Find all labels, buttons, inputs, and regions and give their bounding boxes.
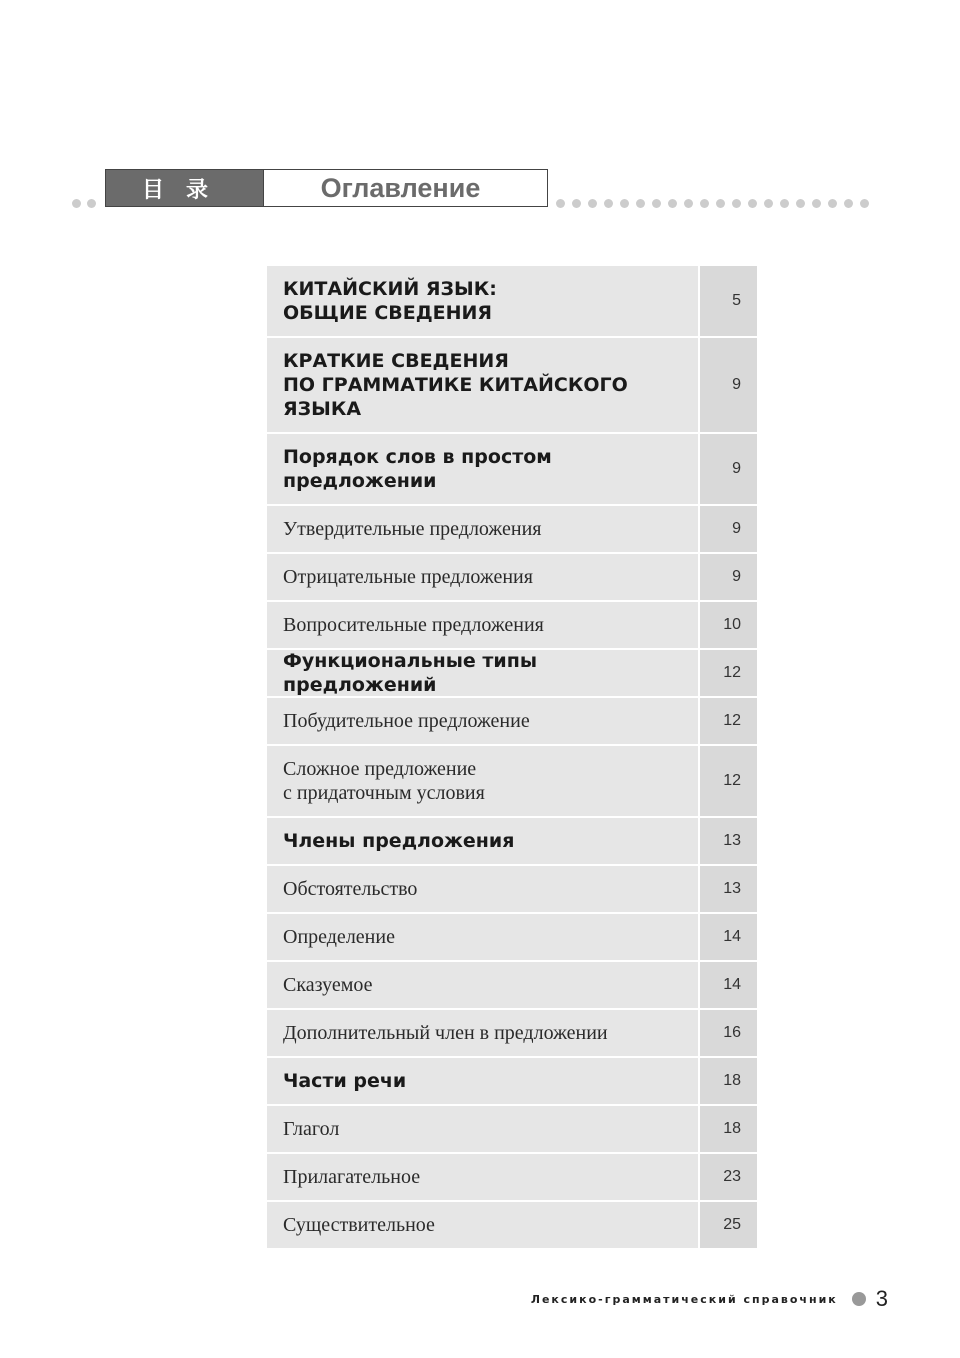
toc-page-number: 14 <box>700 914 757 960</box>
toc-title-line: Сказуемое <box>283 974 373 996</box>
toc-page-number: 18 <box>700 1058 757 1104</box>
decorative-dot <box>620 199 629 208</box>
toc-title-line: Обстоятельство <box>283 878 418 900</box>
toc-page-number: 16 <box>700 1010 757 1056</box>
toc-entry-title <box>267 866 698 912</box>
page-footer <box>531 1286 888 1312</box>
decorative-dot <box>684 199 693 208</box>
toc-entry-title <box>267 914 698 960</box>
toc-page-number: 9 <box>700 338 757 432</box>
decorative-dot <box>588 199 597 208</box>
decorative-dot <box>652 199 661 208</box>
toc-title-line: Существительное <box>283 1214 435 1236</box>
toc-entry-title <box>267 698 698 744</box>
decorative-dot <box>604 199 613 208</box>
toc-page-number: 12 <box>700 650 757 696</box>
table-of-contents <box>267 266 757 1250</box>
toc-title-line: Глагол <box>283 1118 340 1140</box>
toc-title-line: ОБЩИЕ СВЕДЕНИЯ <box>283 302 493 324</box>
decorative-dot <box>796 199 805 208</box>
toc-page-number: 25 <box>700 1202 757 1248</box>
toc-entry[interactable] <box>267 1058 757 1104</box>
toc-title-line: КИТАЙСКИЙ ЯЗЫК: <box>283 278 497 300</box>
toc-title-line: Побудительное предложение <box>283 710 530 732</box>
toc-page-number: 9 <box>700 554 757 600</box>
toc-title-line: Прилагательное <box>283 1166 421 1188</box>
toc-title-line: Отрицательные предложения <box>283 566 533 588</box>
toc-title-line: КРАТКИЕ СВЕДЕНИЯ <box>283 350 509 372</box>
toc-title-line: Определение <box>283 926 395 948</box>
toc-entry[interactable] <box>267 1010 757 1056</box>
decorative-dot <box>572 199 581 208</box>
footer-dot-icon <box>852 1292 866 1306</box>
toc-entry-title <box>267 434 698 504</box>
book-title: Лексико-грамматический справочник <box>530 1292 838 1306</box>
toc-entry[interactable] <box>267 506 757 552</box>
toc-entry-title <box>267 818 698 864</box>
toc-title-line: Части речи <box>283 1070 407 1092</box>
decorative-dot <box>72 199 81 208</box>
toc-entry[interactable] <box>267 266 757 336</box>
toc-entry[interactable] <box>267 338 757 432</box>
toc-title-line: предложении <box>283 470 437 492</box>
toc-page-number: 9 <box>700 506 757 552</box>
toc-entry-title <box>267 602 698 648</box>
toc-entry[interactable] <box>267 866 757 912</box>
decorative-dot <box>860 199 869 208</box>
toc-entry[interactable] <box>267 962 757 1008</box>
chinese-title: 目录 <box>105 169 264 207</box>
toc-entry[interactable] <box>267 746 757 816</box>
toc-entry-title <box>267 1010 698 1056</box>
decorative-dot <box>556 199 565 208</box>
toc-page-number: 18 <box>700 1106 757 1152</box>
toc-entry[interactable] <box>267 650 757 696</box>
decorative-dot <box>636 199 645 208</box>
page-title: Оглавление <box>264 169 548 207</box>
toc-entry-title <box>267 1154 698 1200</box>
toc-entry[interactable] <box>267 554 757 600</box>
decorative-dot <box>668 199 677 208</box>
toc-entry-title <box>267 1058 698 1104</box>
decorative-dot <box>780 199 789 208</box>
toc-entry[interactable] <box>267 698 757 744</box>
toc-page-number: 5 <box>700 266 757 336</box>
toc-page-number: 13 <box>700 866 757 912</box>
toc-title-line: Утвердительные предложения <box>283 518 542 540</box>
toc-entry-title <box>267 962 698 1008</box>
toc-title-line: Дополнительный член в предложении <box>283 1022 608 1044</box>
toc-page-number: 9 <box>700 434 757 504</box>
decorative-dot <box>700 199 709 208</box>
toc-page-number: 12 <box>700 698 757 744</box>
header-dots-right <box>556 198 896 208</box>
decorative-dot <box>828 199 837 208</box>
toc-title-line: Порядок слов в простом <box>283 446 552 468</box>
toc-title-line: ПО ГРАММАТИКЕ КИТАЙСКОГО <box>283 374 628 396</box>
toc-title-line: Сложное предложение <box>283 758 477 780</box>
toc-entry[interactable] <box>267 914 757 960</box>
decorative-dot <box>844 199 853 208</box>
toc-entry-title <box>267 266 698 336</box>
toc-page-number: 10 <box>700 602 757 648</box>
toc-header <box>105 169 548 207</box>
toc-entry-title <box>267 506 698 552</box>
toc-title-line: Вопросительные предложения <box>283 614 544 636</box>
toc-entry-title <box>267 1202 698 1248</box>
toc-entry[interactable] <box>267 1154 757 1200</box>
toc-entry-title <box>267 554 698 600</box>
page-number: 3 <box>875 1286 888 1311</box>
toc-entry[interactable] <box>267 818 757 864</box>
decorative-dot <box>732 199 741 208</box>
toc-title-line: ЯЗЫКА <box>283 398 362 420</box>
toc-title-line: Члены предложения <box>283 830 515 852</box>
decorative-dot <box>812 199 821 208</box>
toc-page-number: 12 <box>700 746 757 816</box>
toc-page-number: 13 <box>700 818 757 864</box>
decorative-dot <box>716 199 725 208</box>
toc-entry[interactable] <box>267 434 757 504</box>
decorative-dot <box>748 199 757 208</box>
toc-entry-title <box>267 338 698 432</box>
decorative-dot <box>87 199 96 208</box>
toc-entry-title <box>267 746 698 816</box>
toc-entry[interactable] <box>267 602 757 648</box>
toc-entry-title <box>267 650 698 696</box>
toc-page-number: 23 <box>700 1154 757 1200</box>
toc-entry-title <box>267 1106 698 1152</box>
toc-page-number: 14 <box>700 962 757 1008</box>
header-dots-left <box>72 198 106 208</box>
toc-entry[interactable] <box>267 1106 757 1152</box>
toc-title-line: Функциональные типы предложений <box>283 650 538 696</box>
toc-entry[interactable] <box>267 1202 757 1248</box>
toc-title-line: с придаточным условия <box>283 782 485 804</box>
decorative-dot <box>764 199 773 208</box>
